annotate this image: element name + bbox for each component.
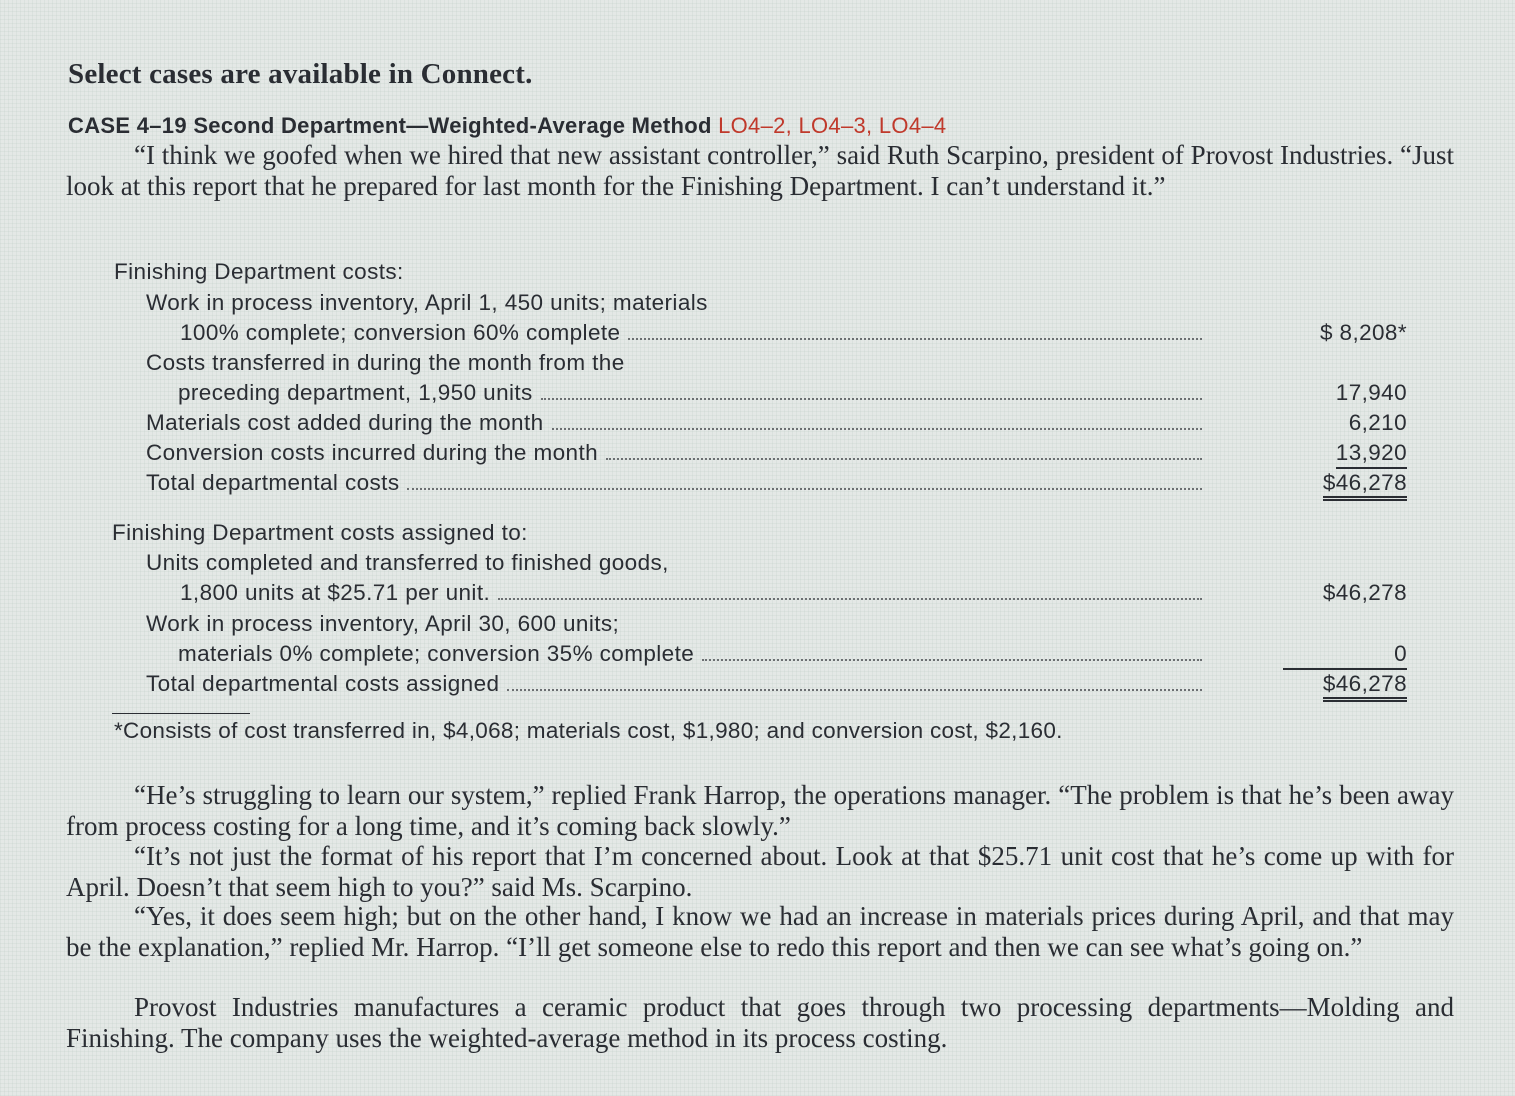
wip-april30-line1: Work in process inventory, April 30, 600 units; <box>146 611 620 636</box>
wip-april30-amount: 0 <box>1283 641 1407 670</box>
intro-paragraph: “I think we goofed when we hired that new assistant controller,” said Ruth Scarpino, president of Provost Industries. “Just look at this report that he prepared for last month for the Finishing Department. I can’t understand it.” <box>66 140 1454 201</box>
conversion-line: Conversion costs incurred during the month <box>146 440 1202 470</box>
materials-line: Materials cost added during the month <box>146 410 1202 440</box>
total-costs-line: Total departmental costs <box>146 470 1202 500</box>
materials-amount: 6,210 <box>1348 410 1407 435</box>
total-assigned-amount: $46,278 <box>1323 671 1407 702</box>
select-cases-note: Select cases are available in Connect. <box>68 58 533 90</box>
total-assigned-line: Total departmental costs assigned <box>146 671 1202 701</box>
wip-april1-line1: Work in process inventory, April 1, 450 units; materials <box>146 290 708 315</box>
footnote: *Consists of cost transferred in, $4,068; materials cost, $1,980; and conversion cost, $2,160. <box>114 718 1063 743</box>
paragraph-harrop-reply: “He’s struggling to learn our system,” replied Frank Harrop, the operations manager. “The problem is that he’s been away from process costing for a long time, and it’s coming back slowly.” <box>66 780 1454 841</box>
paragraph-scarpino-unit-cost: “It’s not just the format of his report that I’m concerned about. Look at that $25.71 unit cost that he’s come up with for April. Doesn’t that seem high to you?” said Ms. Scarpino. <box>66 841 1454 902</box>
wip-april1-line2: 100% complete; conversion 60% complete <box>180 320 1202 350</box>
wip-april1-amount: $ 8,208* <box>1319 320 1407 345</box>
completed-amount: $46,278 <box>1322 580 1407 605</box>
transferred-line2: preceding department, 1,950 units <box>178 380 1202 410</box>
transferred-line1: Costs transferred in during the month from the <box>146 350 625 375</box>
assigned-heading: Finishing Department costs assigned to: <box>112 520 528 545</box>
completed-line2: 1,800 units at $25.71 per unit. <box>180 580 1202 610</box>
total-costs-amount: $46,278 <box>1323 470 1407 501</box>
costs-heading: Finishing Department costs: <box>114 259 404 284</box>
conversion-amount: 13,920 <box>1336 440 1407 469</box>
case-title: Second Department—Weighted-Average Method <box>193 113 712 138</box>
case-heading <box>68 113 946 139</box>
transferred-amount: 17,940 <box>1335 380 1407 405</box>
paragraph-company-description: Provost Industries manufactures a ceramic product that goes through two processing departments—Molding and Finishing. The company uses the weighted-average method in its process costing. <box>66 992 1454 1053</box>
case-number: CASE 4–19 <box>68 113 187 138</box>
completed-line1: Units completed and transferred to finished goods, <box>146 550 669 575</box>
learning-objectives: LO4–2, LO4–3, LO4–4 <box>718 113 947 138</box>
wip-april30-line2: materials 0% complete; conversion 35% complete <box>178 641 1202 671</box>
footnote-divider <box>112 713 250 714</box>
paragraph-harrop-materials: “Yes, it does seem high; but on the other hand, I know we had an increase in materials prices during April, and that may be the explanation,” replied Mr. Harrop. “I’ll get someone else to redo this report and then we can see what’s going on.” <box>66 901 1454 962</box>
